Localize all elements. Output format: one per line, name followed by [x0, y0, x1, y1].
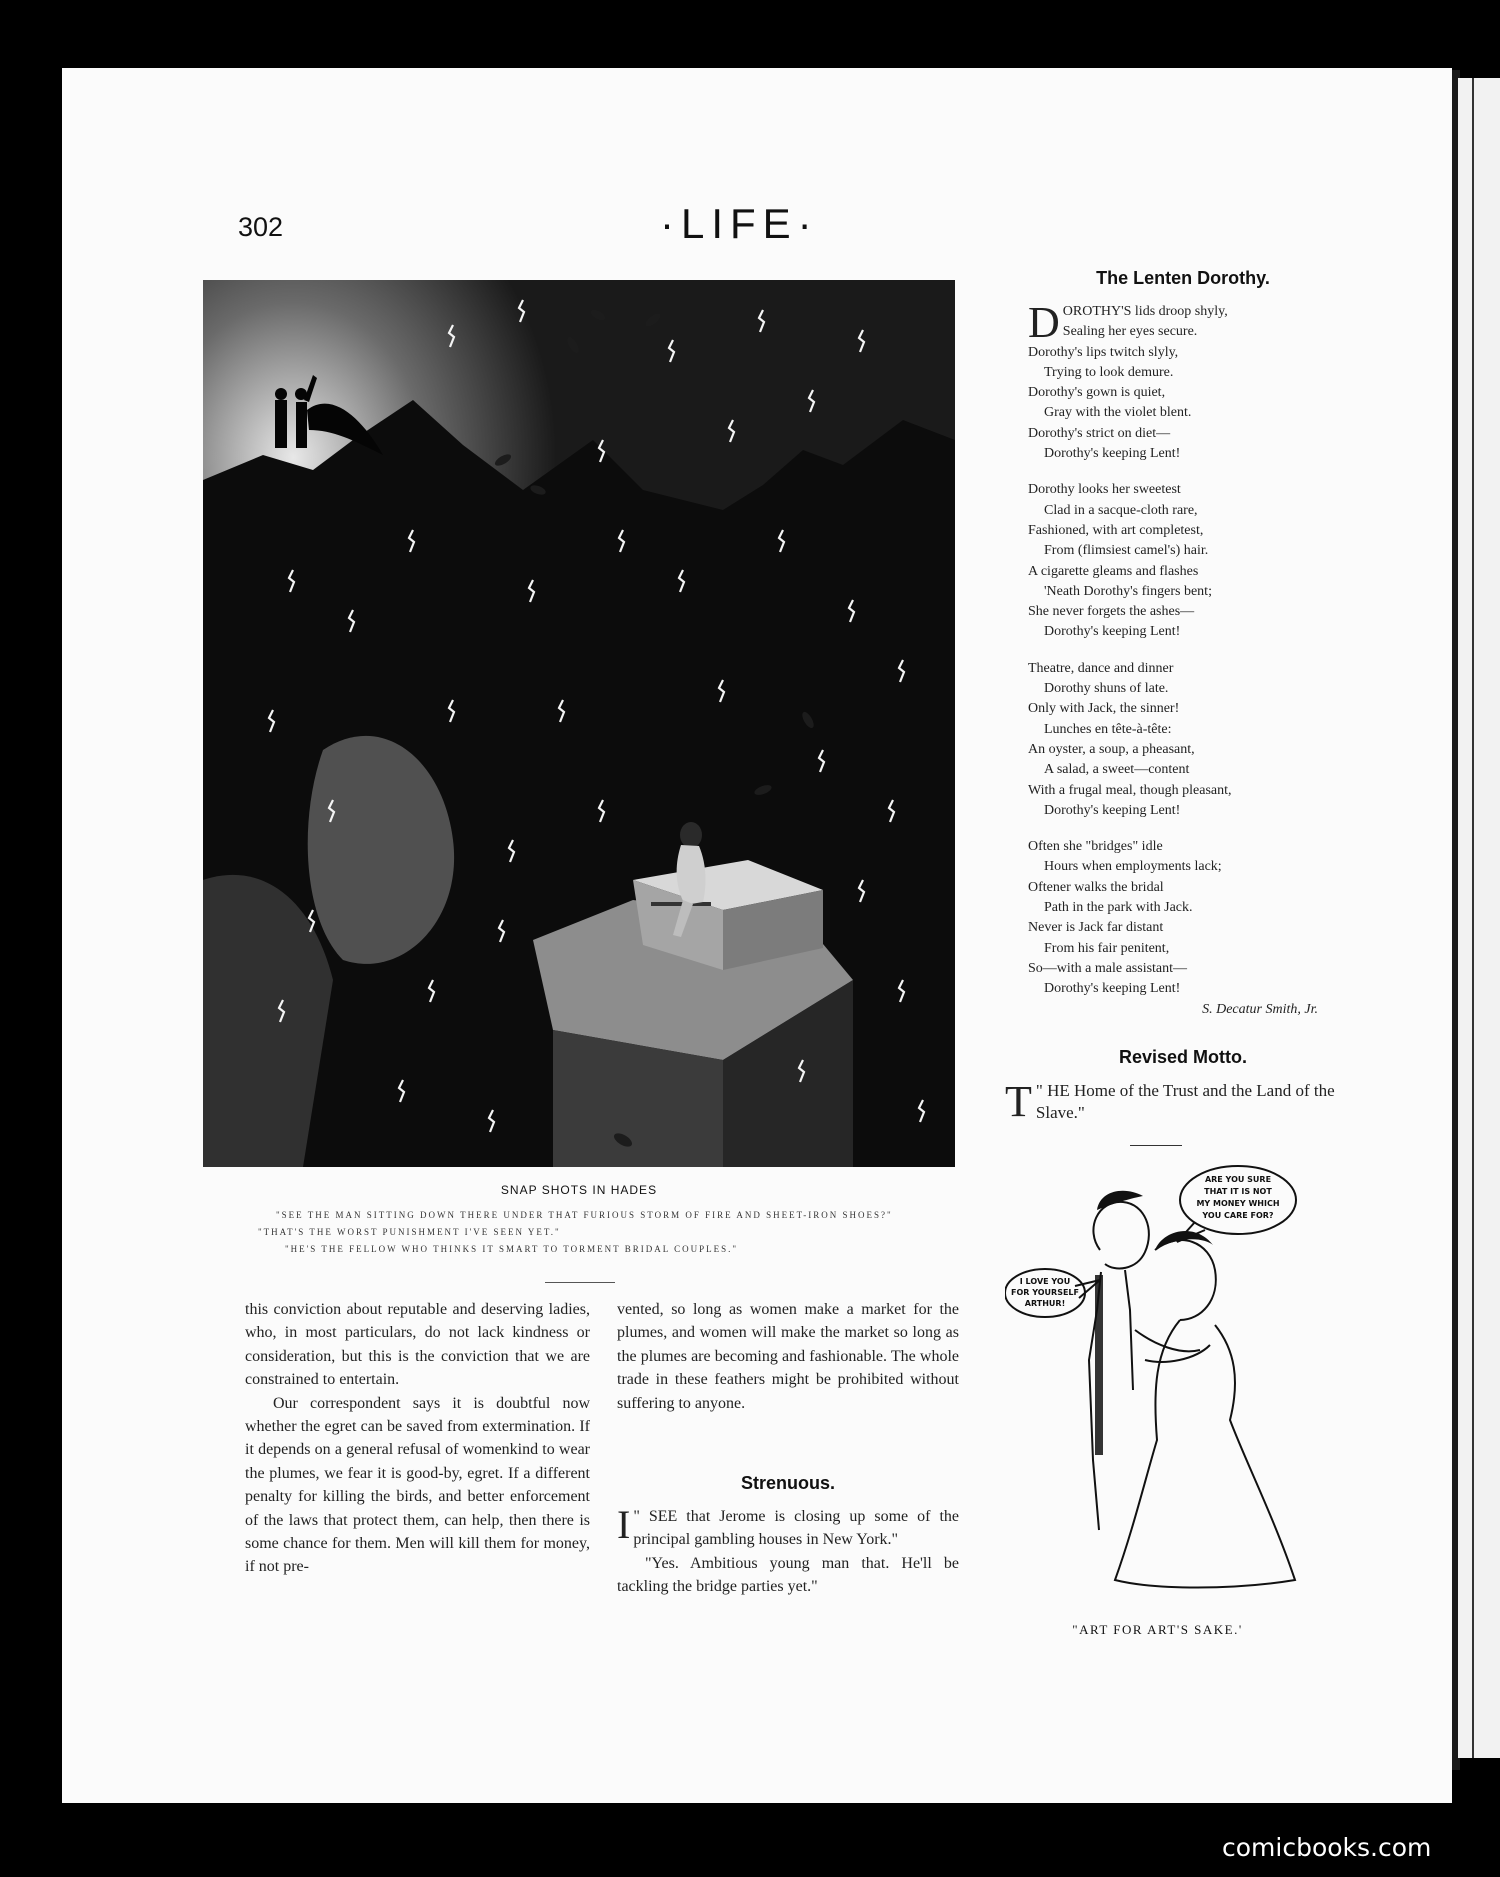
article-column-2 [617, 1298, 959, 1415]
poem-line: From his fair penitent, [1044, 940, 1170, 956]
watermark: comicbooks.com [1222, 1833, 1432, 1862]
facing-page-fold [1472, 78, 1474, 1758]
poem-line: Dorothy's keeping Lent! [1044, 802, 1181, 818]
article-paragraph: this conviction about reputable and deserving ladies, who, in most particulars, do not lack kindness or consideration, but this is the conviction that we are constrained to entertain. [245, 1301, 590, 1389]
poem-line: Trying to look demure. [1044, 364, 1174, 380]
article-paragraph: vented, so long as women make a market for the plumes, and women will make the market so long as the plumes are becoming and fashionable. The whole trade in these feathers might be prohibited without suffering to anyone. [617, 1301, 959, 1412]
poem [1028, 298, 1338, 1036]
open-quote: " [1035, 1081, 1043, 1100]
poem-line: A cigarette gleams and flashes [1028, 563, 1199, 579]
divider-rule [1130, 1145, 1182, 1146]
bubble-text: YOU CARE FOR? [1202, 1211, 1274, 1220]
poem-line: Never is Jack far distant [1028, 920, 1164, 936]
poem-line: With a frugal meal, though pleasant, [1028, 782, 1232, 798]
poem-line: Dorothy's keeping Lent! [1044, 446, 1181, 462]
strenuous-paragraph: SEE that Jerome is closing up some of the principal gambling houses in New York." [633, 1508, 959, 1549]
illustration-caption-line: "THAT'S THE WORST PUNISHMENT I'VE SEEN YET." [258, 1227, 561, 1237]
article-paragraph: Our correspondent says it is doubtful now whether the egret can be saved from extermination. If it depends on a general refusal of womenkind to wear the plumes, we fear it is good-by, egret. If a different penalty for killing the birds, and better enforcement of the laws that protect them, can help, then there is some chance for them. Men will kill them for money, if not pre- [245, 1394, 590, 1576]
bubble-text: I LOVE YOU [1019, 1277, 1071, 1286]
masthead: ·LIFE· [660, 200, 819, 247]
poem-line: Path in the park with Jack. [1044, 900, 1193, 916]
poem-line: Dorothy looks her sweetest [1028, 482, 1181, 498]
poem-line: Lunches en tête-à-tête: [1044, 721, 1172, 737]
strenuous-paragraph: "Yes. Ambitious young man that. He'll be tackling the bridge parties yet." [617, 1554, 959, 1596]
poem-line: From (flimsiest camel's) hair. [1044, 543, 1209, 559]
motto-body: HE Home of the Trust and the Land of the Slave." [1035, 1081, 1335, 1122]
poem-line: Theatre, dance and dinner [1028, 660, 1174, 676]
poem-line: Dorothy's lips twitch slyly, [1028, 344, 1179, 360]
bubble-text: FOR YOURSELF [1011, 1288, 1079, 1297]
poem-line: An oyster, a soup, a pheasant, [1028, 741, 1195, 757]
poem-stanza [1028, 837, 1338, 1020]
drop-cap: D [1028, 298, 1060, 347]
poem-line: Hours when employments lack; [1044, 859, 1222, 875]
poem-line: She never forgets the ashes— [1028, 604, 1195, 620]
poem-line: Oftener walks the bridal [1028, 879, 1164, 895]
drop-cap: T [1005, 1077, 1032, 1126]
poem-line: Dorothy's gown is quiet, [1028, 385, 1166, 401]
article-column-1 [245, 1298, 590, 1579]
poem-line: Clad in a sacque-cloth rare, [1044, 502, 1198, 518]
open-quote: " [633, 1508, 640, 1525]
poem-line: Only with Jack, the sinner! [1028, 701, 1180, 717]
couple-cartoon [1005, 1160, 1310, 1610]
poem-stanza [1028, 298, 1338, 464]
poem-signature: S. Decatur Smith, Jr. [1202, 1001, 1318, 1017]
poem-line: Dorothy's keeping Lent! [1044, 624, 1181, 640]
illustration-caption-line: "SEE THE MAN SITTING DOWN THERE UNDER THAT FURIOUS STORM OF FIRE AND SHEET-IRON SHOES?" [276, 1210, 893, 1220]
bubble-text: THAT IT IS NOT [1204, 1187, 1272, 1196]
poem-line: Fashioned, with art completest, [1028, 522, 1204, 538]
cartoon-caption: "ART FOR ART'S SAKE.' [1072, 1622, 1243, 1637]
hades-illustration [203, 280, 955, 1167]
motto-text [1005, 1077, 1335, 1126]
motto-title: Revised Motto. [1118, 1047, 1247, 1067]
poem-line: Dorothy shuns of late. [1044, 681, 1169, 697]
poem-line: Gray with the violet blent. [1044, 405, 1192, 421]
poem-stanza [1028, 659, 1338, 821]
bubble-text: MY MONEY WHICH [1196, 1199, 1280, 1208]
illustration-title: SNAP SHOTS IN HADES [500, 1183, 658, 1197]
poem-line: Dorothy's strict on diet— [1028, 425, 1171, 441]
poem-title: The Lenten Dorothy. [1096, 268, 1270, 288]
bubble-text: ARTHUR! [1024, 1299, 1066, 1308]
bubble-text: ARE YOU SURE [1204, 1175, 1272, 1184]
drop-cap: I [617, 1502, 631, 1547]
poem-line: Dorothy's keeping Lent! [1044, 981, 1181, 997]
hades-scene [203, 280, 955, 1167]
poem-line: Sealing her eyes secure. [1062, 324, 1198, 340]
page-number: 302 [238, 212, 284, 242]
poem-line: OROTHY'S lids droop shyly, [1062, 304, 1228, 319]
poem-line: A salad, a sweet—content [1044, 762, 1190, 778]
poem-line: So—with a male assistant— [1028, 960, 1188, 976]
illustration-caption-line: "HE'S THE FELLOW WHO THINKS IT SMART TO TORMENT BRIDAL COUPLES." [285, 1244, 739, 1254]
strenuous-column [617, 1502, 959, 1599]
divider-rule [545, 1282, 615, 1283]
facing-page-edge [1458, 78, 1500, 1758]
poem-line: Often she "bridges" idle [1028, 839, 1163, 855]
poem-stanza [1028, 480, 1338, 642]
strenuous-title: Strenuous. [740, 1473, 835, 1493]
poem-line: 'Neath Dorothy's fingers bent; [1044, 583, 1212, 599]
